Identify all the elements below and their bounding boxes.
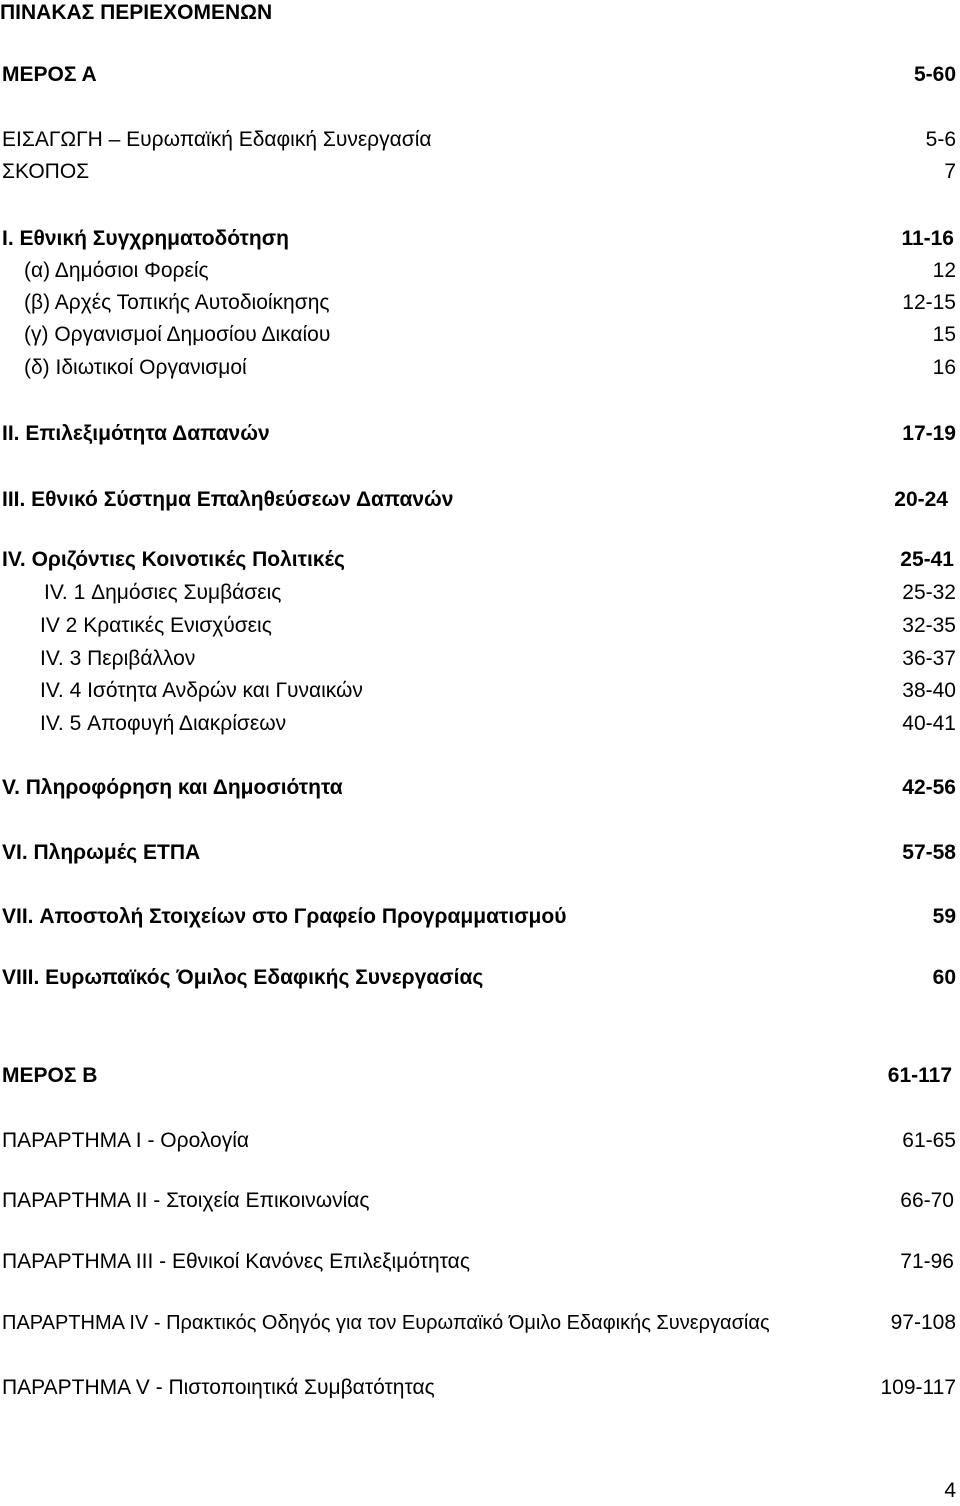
section-2-title: II. Επιλεξιμότητα Δαπανών bbox=[2, 422, 270, 445]
section-5-pages: 42-56 bbox=[902, 776, 956, 799]
annex-3-title: ΠΑΡΑΡΤΗΜΑ ΙΙΙ - Εθνικοί Κανόνες Επιλεξιμότητας bbox=[2, 1250, 470, 1273]
section-4-item-1-title: IV. 1 Δημόσιες Συμβάσεις bbox=[44, 581, 282, 604]
section-4-item-4-title: IV. 4 Ισότητα Ανδρών και Γυναικών bbox=[40, 679, 363, 702]
section-8-title: VIII. Ευρωπαϊκός Όμιλος Εδαφικής Συνεργασίας bbox=[2, 966, 484, 989]
section-1-item-c-title: (γ) Οργανισμοί Δημοσίου Δικαίου bbox=[24, 323, 331, 346]
section-1-item-b-title: (β) Αρχές Τοπικής Αυτοδιοίκησης bbox=[24, 291, 330, 314]
section-4-item-3-title: IV. 3 Περιβάλλον bbox=[40, 647, 196, 670]
section-3-title: III. Εθνικό Σύστημα Επαληθεύσεων Δαπανών bbox=[2, 488, 454, 511]
section-1-item-a-pages: 12 bbox=[932, 259, 956, 282]
part-b-pages: 61-117 bbox=[887, 1064, 952, 1087]
section-7-pages: 59 bbox=[932, 905, 956, 928]
section-4-item-5-pages: 40-41 bbox=[902, 712, 956, 735]
section-1-item-c-pages: 15 bbox=[932, 323, 956, 346]
section-4-pages: 25-41 bbox=[900, 548, 954, 571]
scope-pages: 7 bbox=[944, 160, 956, 183]
section-6-pages: 57-58 bbox=[902, 841, 956, 864]
section-8-pages: 60 bbox=[932, 966, 956, 989]
section-4-item-4-pages: 38-40 bbox=[902, 679, 956, 702]
section-1-pages: 11-16 bbox=[901, 227, 954, 250]
part-a-title: ΜΕΡΟΣ Α bbox=[2, 63, 97, 86]
annex-5-pages: 109-117 bbox=[880, 1376, 956, 1399]
annex-4-title: ΠΑΡΑΡΤΗΜΑ ΙV - Πρακτικός Οδηγός για τον Ευρωπαϊκό Όμιλο Εδαφικής Συνεργασίας bbox=[2, 1312, 770, 1334]
section-7-title: VII. Αποστολή Στοιχείων στο Γραφείο Προγραμματισμού bbox=[2, 905, 567, 928]
part-a-pages: 5-60 bbox=[913, 63, 956, 86]
annex-3-pages: 71-96 bbox=[900, 1250, 954, 1273]
part-b-title: ΜΕΡΟΣ Β bbox=[2, 1064, 98, 1087]
section-5-title: V. Πληροφόρηση και Δημοσιότητα bbox=[2, 776, 343, 799]
annex-1-title: ΠΑΡΑΡΤΗΜΑ Ι - Ορολογία bbox=[2, 1129, 250, 1152]
section-1-item-b-pages: 12-15 bbox=[902, 291, 956, 314]
section-3-pages: 20-24 bbox=[894, 488, 948, 511]
section-4-item-3-pages: 36-37 bbox=[902, 647, 956, 670]
section-1-item-d-title: (δ) Ιδιωτικοί Οργανισμοί bbox=[24, 356, 247, 379]
annex-2-title: ΠΑΡΑΡΤΗΜΑ ΙΙ - Στοιχεία Επικοινωνίας bbox=[2, 1189, 370, 1212]
page-number: 4 bbox=[944, 1479, 956, 1502]
intro-pages: 5-6 bbox=[925, 128, 956, 151]
section-4-item-2-pages: 32-35 bbox=[902, 614, 956, 637]
scope-title: ΣΚΟΠΟΣ bbox=[2, 160, 90, 183]
section-2-pages: 17-19 bbox=[902, 422, 956, 445]
toc-heading: ΠΙΝΑΚΑΣ ΠΕΡΙΕΧΟΜΕΝΩΝ bbox=[0, 1, 273, 24]
section-4-item-1-pages: 25-32 bbox=[902, 581, 956, 604]
annex-4-pages: 97-108 bbox=[890, 1311, 956, 1334]
annex-5-title: ΠΑΡΑΡΤΗΜΑ V - Πιστοποιητικά Συμβατότητας bbox=[2, 1376, 435, 1399]
annex-2-pages: 66-70 bbox=[900, 1189, 954, 1212]
section-1-item-a-title: (α) Δημόσιοι Φορείς bbox=[24, 259, 209, 282]
intro-title: ΕΙΣΑΓΩΓΗ – Ευρωπαϊκή Εδαφική Συνεργασία bbox=[2, 128, 432, 151]
section-4-item-2-title: IV 2 Κρατικές Ενισχύσεις bbox=[40, 614, 272, 637]
section-4-title: IV. Οριζόντιες Κοινοτικές Πολιτικές bbox=[2, 548, 345, 571]
section-1-title: I. Εθνική Συγχρηματοδότηση bbox=[2, 227, 289, 250]
section-6-title: VI. Πληρωμές ΕΤΠΑ bbox=[2, 841, 201, 864]
section-4-item-5-title: IV. 5 Αποφυγή Διακρίσεων bbox=[40, 712, 287, 735]
section-1-item-d-pages: 16 bbox=[932, 356, 956, 379]
annex-1-pages: 61-65 bbox=[902, 1129, 956, 1152]
